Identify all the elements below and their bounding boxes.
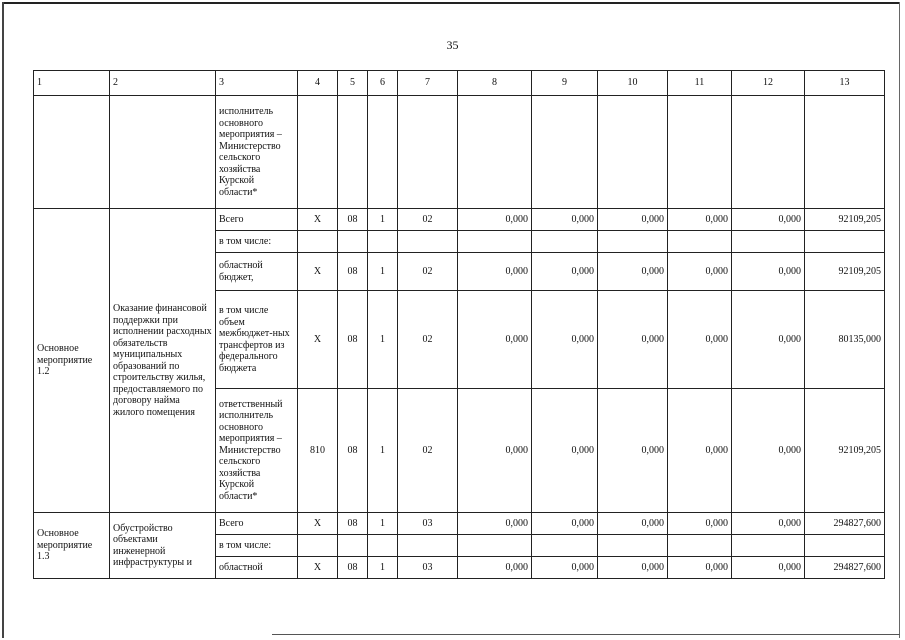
- table-cell: [458, 231, 532, 253]
- table-cell: 02: [398, 253, 458, 291]
- table-cell: 02: [398, 209, 458, 231]
- table-cell: в том числе:: [216, 231, 298, 253]
- table-cell: 0,000: [532, 291, 598, 389]
- header-cell: 1: [34, 71, 110, 96]
- header-cell: 8: [458, 71, 532, 96]
- table-cell: [732, 231, 805, 253]
- table-cell: в том числе:: [216, 535, 298, 557]
- header-cell: 3: [216, 71, 298, 96]
- table-cell: 0,000: [668, 389, 732, 513]
- budget-table: [33, 70, 885, 579]
- table-cell: 0,000: [598, 389, 668, 513]
- table-cell: [110, 96, 216, 209]
- table-cell: 0,000: [532, 209, 598, 231]
- table-cell: Х: [298, 291, 338, 389]
- table-cell: 1: [368, 209, 398, 231]
- table-cell: 08: [338, 389, 368, 513]
- activity-description-cell: Оказание финансовой поддержки при исполнении расходных обязательств муниципальных образований по строительству жилья, предоставляемого по договору найма жилого помещения: [110, 209, 216, 513]
- header-cell: 2: [110, 71, 216, 96]
- table-cell: 0,000: [532, 389, 598, 513]
- table-cell: 0,000: [458, 291, 532, 389]
- table-cell: 08: [338, 557, 368, 579]
- table-cell: [338, 231, 368, 253]
- header-cell: 11: [668, 71, 732, 96]
- table-cell: 0,000: [458, 513, 532, 535]
- table-cell: 0,000: [668, 209, 732, 231]
- table-cell: 0,000: [668, 291, 732, 389]
- table-cell: 1: [368, 513, 398, 535]
- table-cell: 294827,600: [805, 557, 885, 579]
- page-border-top: [2, 2, 900, 4]
- table-cell: ответственный исполнитель основного мероприятия – Министерство сельского хозяйства Курской области*: [216, 389, 298, 513]
- table-cell: 0,000: [458, 557, 532, 579]
- table-cell: [298, 96, 338, 209]
- table-cell: 0,000: [668, 253, 732, 291]
- header-cell: 12: [732, 71, 805, 96]
- page-number: 35: [446, 38, 459, 52]
- table-cell: [458, 535, 532, 557]
- table-cell: Х: [298, 253, 338, 291]
- activity-name-cell: Основное мероприятие 1.2: [34, 209, 110, 513]
- table-cell: [805, 535, 885, 557]
- table-cell: 08: [338, 291, 368, 389]
- table-cell: 1: [368, 253, 398, 291]
- table-cell: Х: [298, 557, 338, 579]
- table-cell: [338, 96, 368, 209]
- table-cell: [532, 231, 598, 253]
- table-cell: [805, 231, 885, 253]
- table-cell: 0,000: [598, 253, 668, 291]
- table-cell: 92109,205: [805, 209, 885, 231]
- header-cell: 6: [368, 71, 398, 96]
- table-cell: 02: [398, 291, 458, 389]
- table-row: [34, 209, 885, 231]
- header-cell: 7: [398, 71, 458, 96]
- table-cell: 03: [398, 557, 458, 579]
- table-cell: [598, 96, 668, 209]
- header-cell: 5: [338, 71, 368, 96]
- table-cell: 0,000: [598, 513, 668, 535]
- table-cell: 1: [368, 291, 398, 389]
- table-row: [34, 96, 885, 209]
- activity-description-cell: Обустройство объектами инженерной инфраструктуры и: [110, 513, 216, 579]
- table-cell: областной бюджет,: [216, 253, 298, 291]
- table-cell: [368, 535, 398, 557]
- table-cell: 0,000: [732, 557, 805, 579]
- table-cell: [298, 535, 338, 557]
- table-cell: 0,000: [532, 557, 598, 579]
- table-cell: [598, 535, 668, 557]
- table-cell: 294827,600: [805, 513, 885, 535]
- table-cell: 0,000: [458, 253, 532, 291]
- table-cell: [368, 231, 398, 253]
- table-cell: 810: [298, 389, 338, 513]
- table-cell: Всего: [216, 209, 298, 231]
- table-cell: [805, 96, 885, 209]
- activity-name-cell: Основное мероприятие 1.3: [34, 513, 110, 579]
- table-cell: 08: [338, 209, 368, 231]
- table-cell: [34, 96, 110, 209]
- table-cell: 0,000: [598, 209, 668, 231]
- table-cell: [338, 535, 368, 557]
- table-cell: 0,000: [598, 557, 668, 579]
- table-cell: 0,000: [732, 389, 805, 513]
- table-cell: 0,000: [532, 513, 598, 535]
- table-row: [34, 513, 885, 535]
- table-cell: [398, 231, 458, 253]
- table-cell: 08: [338, 253, 368, 291]
- header-cell: 4: [298, 71, 338, 96]
- table-cell: 1: [368, 557, 398, 579]
- table-cell: [398, 535, 458, 557]
- table-cell: исполнитель основного мероприятия – Министерство сельского хозяйства Курской области*: [216, 96, 298, 209]
- table-cell: [668, 231, 732, 253]
- table-cell: Х: [298, 209, 338, 231]
- table-cell: [732, 535, 805, 557]
- table-cell: [298, 231, 338, 253]
- table-cell: 0,000: [732, 291, 805, 389]
- table-cell: [458, 96, 532, 209]
- table-cell: 1: [368, 389, 398, 513]
- table-cell: Х: [298, 513, 338, 535]
- header-cell: 10: [598, 71, 668, 96]
- table-cell: 0,000: [732, 253, 805, 291]
- table-cell: [668, 535, 732, 557]
- header-row: [34, 71, 885, 96]
- table-cell: 0,000: [732, 209, 805, 231]
- table-cell: 92109,205: [805, 389, 885, 513]
- page-border-right: [899, 2, 900, 638]
- table-cell: 0,000: [668, 513, 732, 535]
- table-cell: 0,000: [668, 557, 732, 579]
- table-cell: [398, 96, 458, 209]
- table-cell: 0,000: [458, 389, 532, 513]
- bottom-rule: [272, 634, 900, 635]
- table-cell: 92109,205: [805, 253, 885, 291]
- header-cell: 13: [805, 71, 885, 96]
- header-cell: 9: [532, 71, 598, 96]
- table-cell: 02: [398, 389, 458, 513]
- table-cell: 0,000: [732, 513, 805, 535]
- table-cell: 08: [338, 513, 368, 535]
- table-cell: областной: [216, 557, 298, 579]
- table-cell: 0,000: [458, 209, 532, 231]
- table-cell: 0,000: [598, 291, 668, 389]
- table-cell: [732, 96, 805, 209]
- table-cell: [368, 96, 398, 209]
- table-cell: 80135,000: [805, 291, 885, 389]
- table-cell: в том числе объем межбюджет-ных трансфертов из федерального бюджета: [216, 291, 298, 389]
- table-cell: 0,000: [532, 253, 598, 291]
- page-border-left: [2, 2, 4, 638]
- table-cell: [598, 231, 668, 253]
- table-cell: [532, 96, 598, 209]
- table-cell: Всего: [216, 513, 298, 535]
- table-cell: [668, 96, 732, 209]
- table-cell: 03: [398, 513, 458, 535]
- table-cell: [532, 535, 598, 557]
